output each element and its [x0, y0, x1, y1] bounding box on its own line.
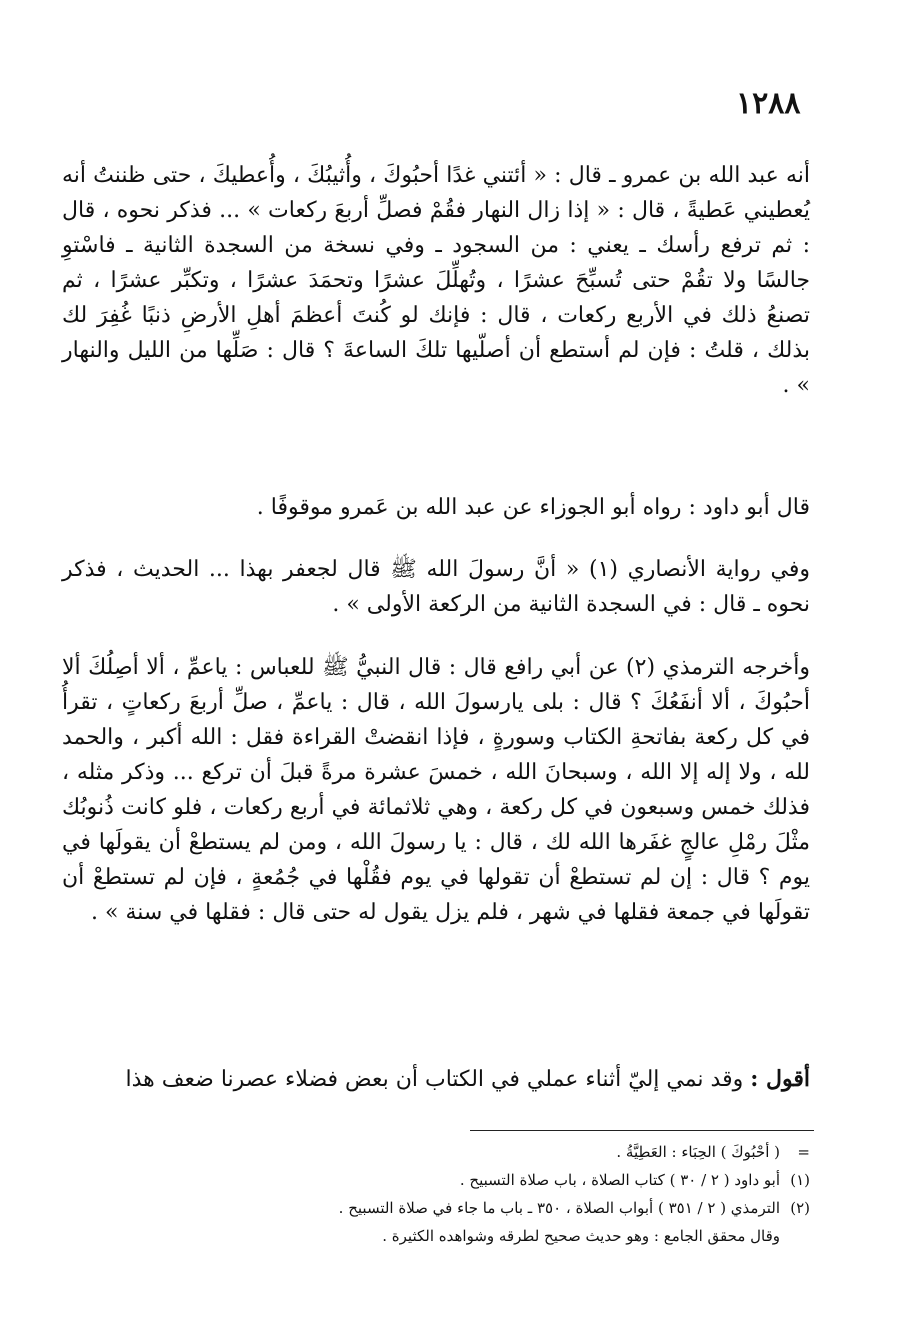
footnote-marker: (١) — [790, 1171, 810, 1189]
footnote-divider — [470, 1130, 814, 1131]
paragraph-hadith-continuation — [62, 158, 810, 403]
page-number: ١٢٨٨ — [736, 86, 801, 121]
footnote-2 — [62, 1194, 810, 1222]
footnote-marker: (٢) — [790, 1199, 810, 1217]
paragraph-text: أنه عبد الله بن عمرو ـ قال : « أئتني غدًا أحبُوكَ ، وأُثيبُكَ ، وأُعطيكَ ، حتى ظننتُ أنه يُعطيني عَطيةً ، قال : « إذا زال النهار فقُمْ فصلِّ أربعَ ركعات » ... فذكر نحوه ، قال : ثم ترفع رأسك ـ يعني : من السجود ـ وفي نسخة من السجدة الثانية ـ فاسْتوِ جالسًا ولا تقُمْ حتى تُسبِّحَ عشرًا ، وتُهلِّلَ عشرًا وتحمَدَ عشرًا ، وتكبِّر عشرًا ، ثم تصنعُ ذلك في الأربع ركعات ، قال : فإنك لو كُنتَ أعظمَ أهلِ الأرضِ ذنبًا غُفِرَ لك بذلك ، قلتُ : فإن لم أستطع أن أصلّيها تلكَ الساعةَ ؟ قال : صَلِّها من الليل والنهار » . — [62, 163, 810, 398]
paragraph-text: قال أبو داود : رواه أبو الجوزاء عن عبد الله بن عَمرو موقوفًا . — [256, 495, 810, 520]
footnote-text: ( أحْبُوكَ ) الحِبَاء : العَطِيَّةُ . — [616, 1143, 780, 1161]
footnotes — [62, 1138, 810, 1250]
footnote-1 — [62, 1166, 810, 1194]
paragraph-ansari-narration — [62, 552, 810, 622]
footnote-marker: = — [797, 1143, 810, 1161]
paragraph-abu-dawud-note — [62, 490, 810, 525]
paragraph-author-comment — [62, 1062, 810, 1097]
author-lead-word: أقول : — [750, 1066, 810, 1092]
paragraph-text — [62, 1062, 810, 1097]
paragraph-text: وفي رواية الأنصاري (١) « أنَّ رسولَ الله ﷺ قال لجعفر بهذا ... الحديث ، فذكر نحوه ـ قال : في السجدة الثانية من الركعة الأولى » . — [62, 557, 810, 617]
footnote-2-extra: وقال محقق الجامع : وهو حديث صحيح لطرقه وشواهده الكثيرة . — [382, 1227, 780, 1245]
footnote-text: أبو داود ( ٢ / ٣٠ ) كتاب الصلاة ، باب صلاة التسبيح . — [459, 1171, 780, 1189]
author-comment-text: وقد نمي إليّ أثناء عملي في الكتاب أن بعض فضلاء عصرنا ضعف هذا — [125, 1067, 744, 1092]
paragraph-text: وأخرجه الترمذي (٢) عن أبي رافع قال : قال النبيُّ ﷺ للعباس : ياعمِّ ، ألا أصِلُكَ ألا أحبُوكَ ، ألا أنفَعُكَ ؟ قال : بلى يارسولَ الله ، قال : ياعمِّ ، صلِّ أربعَ ركعاتٍ ، تقرأُ في كل ركعة بفاتحةِ الكتاب وسورةٍ ، فإذا انقضتْ القراءة فقل : الله أكبر ، والحمد لله ، ولا إله إلا الله ، وسبحانَ الله ، خمسَ عشرة مرةً قبلَ أن تركع ... وذكر مثله ، فذلك خمس وسبعون في كل ركعة ، وهي ثلاثمائة في أربع ركعات ، فلو كانت ذُنوبُك مثْلَ رمْلِ عالجٍ غفَرها الله لك ، قال : يا رسولَ الله ، ومن لم يستطعْ أن يقولَها في يوم ؟ قال : إن لم تستطعْ أن تقولها في يوم فقُلْها في جُمُعةٍ ، فإن لم تستطعْ أن تقولَها في جمعة فقلها في شهر ، فلم يزل يقول له حتى قال : فقلها في سنة » . — [62, 655, 811, 925]
footnote-text: الترمذي ( ٢ / ٣٥١ ) أبواب الصلاة ، ٣٥٠ ـ باب ما جاء في صلاة التسبيح . — [338, 1199, 780, 1217]
paragraph-tirmidhi-narration — [62, 650, 810, 930]
footnote-continuation — [62, 1138, 810, 1166]
